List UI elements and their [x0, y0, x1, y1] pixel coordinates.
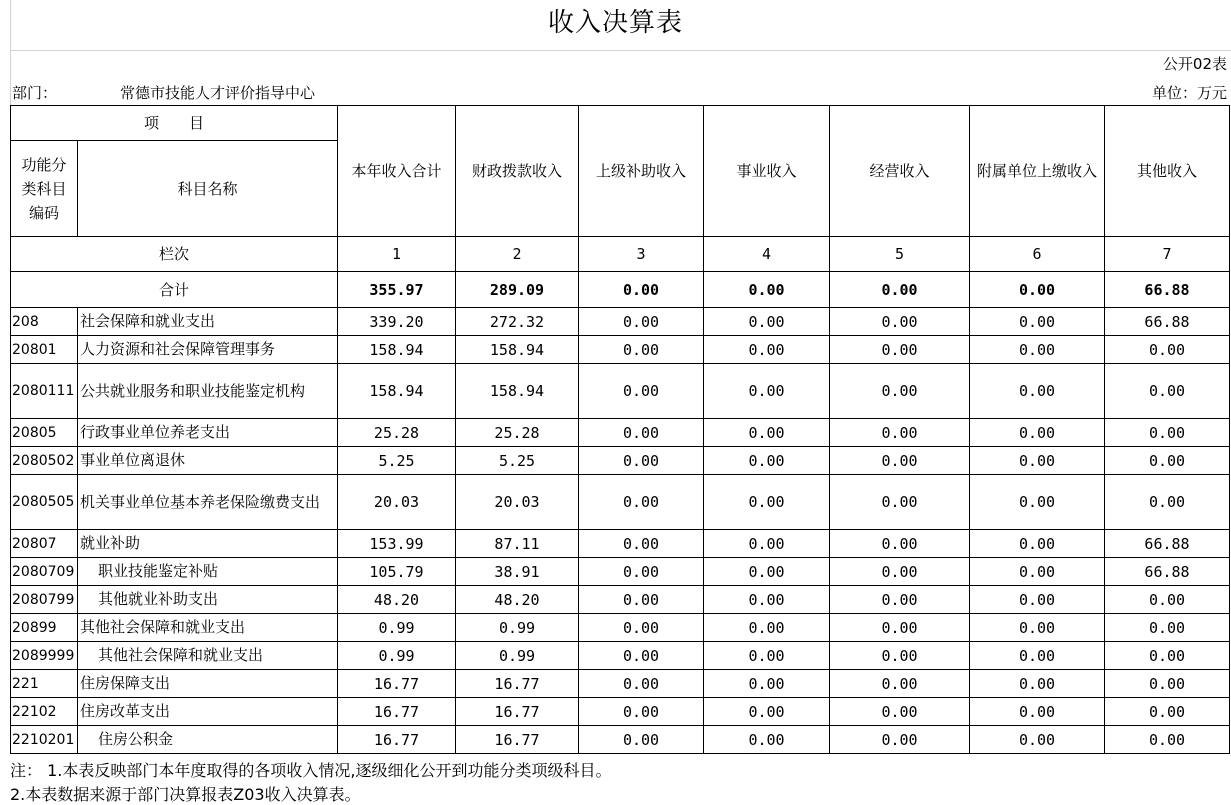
value-cell: 0.00 [970, 726, 1105, 754]
table-row [11, 586, 1230, 614]
row-code: 2080709 [11, 558, 78, 586]
value-cell: 16.77 [338, 670, 456, 698]
value-cell: 0.00 [830, 336, 970, 364]
row-name: 职业技能鉴定补贴 [78, 558, 338, 586]
col-header: 附属单位上缴收入 [970, 106, 1105, 237]
value-cell: 38.91 [456, 558, 579, 586]
value-cell: 66.88 [1105, 308, 1230, 336]
table-row [11, 558, 1230, 586]
value-cell: 0.00 [830, 530, 970, 558]
value-cell: 0.00 [970, 586, 1105, 614]
table-row [11, 698, 1230, 726]
row-code: 2080502 [11, 447, 78, 475]
value-cell: 0.00 [579, 698, 704, 726]
value-cell: 0.00 [970, 558, 1105, 586]
value-cell: 0.00 [579, 586, 704, 614]
value-cell: 0.00 [970, 670, 1105, 698]
column-number: 2 [456, 237, 579, 272]
row-code: 2080799 [11, 586, 78, 614]
value-cell: 272.32 [456, 308, 579, 336]
value-cell: 0.00 [1105, 670, 1230, 698]
row-name: 就业补助 [78, 530, 338, 558]
value-cell: 105.79 [338, 558, 456, 586]
divider [10, 0, 11, 106]
row-code: 2089999 [11, 642, 78, 670]
value-cell: 0.99 [338, 642, 456, 670]
value-cell: 5.25 [456, 447, 579, 475]
value-cell: 0.00 [1105, 336, 1230, 364]
value-cell: 0.00 [579, 558, 704, 586]
value-cell: 66.88 [1105, 558, 1230, 586]
total-cell: 0.00 [579, 272, 704, 308]
value-cell: 20.03 [338, 475, 456, 530]
value-cell: 0.00 [970, 642, 1105, 670]
table-row [11, 475, 1230, 530]
value-cell: 0.00 [830, 308, 970, 336]
total-cell: 0.00 [830, 272, 970, 308]
value-cell: 0.00 [579, 670, 704, 698]
value-cell: 0.00 [830, 698, 970, 726]
row-name: 公共就业服务和职业技能鉴定机构 [78, 364, 338, 419]
col-header: 财政拨款收入 [456, 106, 579, 237]
col-header: 本年收入合计 [338, 106, 456, 237]
row-name: 社会保障和就业支出 [78, 308, 338, 336]
total-cell: 0.00 [970, 272, 1105, 308]
value-cell: 0.99 [456, 642, 579, 670]
row-name: 住房改革支出 [78, 698, 338, 726]
total-cell: 0.00 [704, 272, 830, 308]
value-cell: 5.25 [338, 447, 456, 475]
value-cell: 158.94 [456, 336, 579, 364]
value-cell: 0.00 [830, 614, 970, 642]
value-cell: 0.99 [338, 614, 456, 642]
value-cell: 0.00 [579, 726, 704, 754]
value-cell: 0.00 [704, 614, 830, 642]
unit-label: 单位：万元 [1151, 84, 1227, 102]
column-number: 6 [970, 237, 1105, 272]
value-cell: 0.00 [830, 586, 970, 614]
value-cell: 0.00 [704, 308, 830, 336]
value-cell: 20.03 [456, 475, 579, 530]
value-cell: 16.77 [456, 726, 579, 754]
col-header: 上级补助收入 [579, 106, 704, 237]
column-number: 7 [1105, 237, 1230, 272]
row-code: 2080505 [11, 475, 78, 530]
row-name: 其他社会保障和就业支出 [78, 614, 338, 642]
table-row [11, 642, 1230, 670]
table-row [11, 308, 1230, 336]
value-cell: 0.00 [1105, 447, 1230, 475]
value-cell: 0.00 [970, 475, 1105, 530]
row-name: 住房公积金 [78, 726, 338, 754]
value-cell: 0.00 [830, 364, 970, 419]
value-cell: 153.99 [338, 530, 456, 558]
value-cell: 16.77 [456, 670, 579, 698]
value-cell: 87.11 [456, 530, 579, 558]
value-cell: 0.00 [579, 642, 704, 670]
value-cell: 0.00 [1105, 642, 1230, 670]
value-cell: 0.00 [579, 364, 704, 419]
value-cell: 25.28 [456, 419, 579, 447]
value-cell: 0.00 [704, 475, 830, 530]
value-cell: 339.20 [338, 308, 456, 336]
income-table [10, 105, 1230, 754]
value-cell: 16.77 [338, 726, 456, 754]
table-row [11, 447, 1230, 475]
value-cell: 0.00 [579, 447, 704, 475]
value-cell: 0.00 [1105, 364, 1230, 419]
value-cell: 0.00 [1105, 475, 1230, 530]
value-cell: 0.00 [579, 530, 704, 558]
value-cell: 0.00 [830, 558, 970, 586]
value-cell: 0.00 [704, 530, 830, 558]
value-cell: 0.00 [704, 670, 830, 698]
value-cell: 0.00 [579, 419, 704, 447]
row-name: 其他社会保障和就业支出 [78, 642, 338, 670]
value-cell: 0.00 [970, 308, 1105, 336]
total-cell: 355.97 [338, 272, 456, 308]
row-name: 行政事业单位养老支出 [78, 419, 338, 447]
row-code: 20805 [11, 419, 78, 447]
value-cell: 0.00 [970, 364, 1105, 419]
column-row-label: 栏次 [11, 237, 338, 272]
value-cell: 0.00 [704, 336, 830, 364]
value-cell: 0.00 [579, 614, 704, 642]
value-cell: 0.00 [704, 558, 830, 586]
value-cell: 0.00 [830, 642, 970, 670]
value-cell: 0.00 [704, 698, 830, 726]
row-code: 208 [11, 308, 78, 336]
table-number: 公开02表 [1162, 55, 1227, 73]
column-number: 4 [704, 237, 830, 272]
value-cell: 0.00 [970, 336, 1105, 364]
value-cell: 158.94 [338, 336, 456, 364]
row-name: 住房保障支出 [78, 670, 338, 698]
value-cell: 0.00 [704, 642, 830, 670]
dept-label: 部门： [12, 84, 58, 102]
row-name: 其他就业补助支出 [78, 586, 338, 614]
table-row [11, 530, 1230, 558]
value-cell: 0.00 [970, 614, 1105, 642]
page-title: 收入决算表 [547, 8, 683, 38]
value-cell: 0.00 [970, 698, 1105, 726]
value-cell: 158.94 [338, 364, 456, 419]
row-code: 20807 [11, 530, 78, 558]
value-cell: 0.00 [579, 308, 704, 336]
value-cell: 66.88 [1105, 530, 1230, 558]
value-cell: 0.00 [704, 586, 830, 614]
table-row [11, 614, 1230, 642]
column-number: 1 [338, 237, 456, 272]
value-cell: 0.00 [1105, 614, 1230, 642]
dept-name: 常德市技能人才评价指导中心 [120, 84, 316, 102]
value-cell: 0.99 [456, 614, 579, 642]
value-cell: 0.00 [704, 447, 830, 475]
value-cell: 0.00 [970, 419, 1105, 447]
code-header: 功能分类科目编码 [11, 141, 78, 237]
value-cell: 0.00 [830, 726, 970, 754]
value-cell: 25.28 [338, 419, 456, 447]
row-name: 事业单位离退休 [78, 447, 338, 475]
value-cell: 0.00 [704, 364, 830, 419]
table-row [11, 726, 1230, 754]
row-code: 22102 [11, 698, 78, 726]
row-name: 人力资源和社会保障管理事务 [78, 336, 338, 364]
table-row [11, 364, 1230, 419]
row-code: 20899 [11, 614, 78, 642]
value-cell: 0.00 [1105, 726, 1230, 754]
table-row [11, 419, 1230, 447]
value-cell: 158.94 [456, 364, 579, 419]
divider [10, 50, 1231, 51]
total-cell: 66.88 [1105, 272, 1230, 308]
item-header: 项 目 [11, 106, 338, 141]
value-cell: 0.00 [579, 336, 704, 364]
col-header: 事业收入 [704, 106, 830, 237]
value-cell: 48.20 [338, 586, 456, 614]
total-cell: 289.09 [456, 272, 579, 308]
value-cell: 0.00 [1105, 419, 1230, 447]
value-cell: 0.00 [704, 419, 830, 447]
row-name: 机关事业单位基本养老保险缴费支出 [78, 475, 338, 530]
value-cell: 0.00 [830, 419, 970, 447]
column-number: 5 [830, 237, 970, 272]
column-number: 3 [579, 237, 704, 272]
col-header: 经营收入 [830, 106, 970, 237]
value-cell: 0.00 [970, 447, 1105, 475]
value-cell: 0.00 [579, 475, 704, 530]
row-code: 20801 [11, 336, 78, 364]
table-row [11, 336, 1230, 364]
value-cell: 0.00 [704, 726, 830, 754]
note-line: 注： 1.本表反映部门本年度取得的各项收入情况,逐级细化公开到功能分类项级科目。 [10, 761, 612, 780]
row-code: 221 [11, 670, 78, 698]
row-code: 2080111 [11, 364, 78, 419]
name-header: 科目名称 [78, 141, 338, 237]
value-cell: 16.77 [456, 698, 579, 726]
value-cell: 0.00 [830, 447, 970, 475]
value-cell: 0.00 [830, 475, 970, 530]
note-line: 2.本表数据来源于部门决算报表Z03收入决算表。 [10, 785, 361, 804]
total-label: 合计 [11, 272, 338, 308]
value-cell: 0.00 [830, 670, 970, 698]
col-header: 其他收入 [1105, 106, 1230, 237]
row-code: 2210201 [11, 726, 78, 754]
value-cell: 16.77 [338, 698, 456, 726]
value-cell: 48.20 [456, 586, 579, 614]
value-cell: 0.00 [970, 530, 1105, 558]
value-cell: 0.00 [1105, 698, 1230, 726]
value-cell: 0.00 [1105, 586, 1230, 614]
table-row [11, 670, 1230, 698]
